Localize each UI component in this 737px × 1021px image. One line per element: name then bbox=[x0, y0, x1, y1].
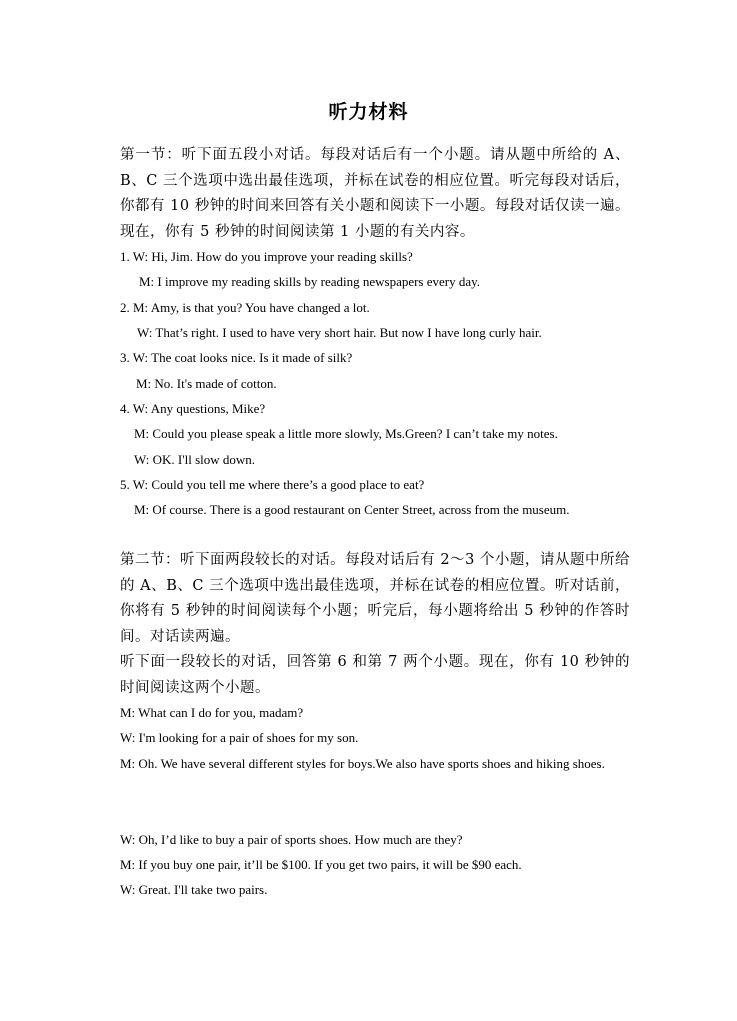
section1-intro: 第一节：听下面五段小对话。每段对话后有一个小题。请从题中所给的 A、B、C 三个选项中选出最佳选项，并标在试卷的相应位置。听完每段对话后，你都有 10 秒钟的时间来回答有关小题和阅读下一小题。每段对话仅读一遍。现在，你有 5 秒钟的时间阅读第 1 小题的有关内容。 bbox=[120, 147, 630, 240]
section2-instruction: 听下面一段较长的对话，回答第 6 和第 7 两个小题。现在，你有 10 秒钟的时间阅读这两个小题。 bbox=[120, 654, 630, 696]
dialogue-line: W: Great. I'll take two pairs. bbox=[120, 882, 268, 897]
dialogue-line: M: Oh. We have several different styles for boys.We also have sports shoes and hiking shoes. bbox=[120, 756, 605, 771]
dialogue-line: 5. W: Could you tell me where there’s a good place to eat? bbox=[120, 477, 425, 492]
dialogue-line: W: That’s right. I used to have very short hair. But now I have long curly hair. bbox=[137, 325, 542, 340]
dialogue-line: W: I'm looking for a pair of shoes for my son. bbox=[120, 730, 359, 745]
page-title: 听力材料 bbox=[328, 101, 409, 123]
dialogue-line: 2. M: Amy, is that you? You have changed a lot. bbox=[120, 300, 370, 315]
dialogue-line: M: If you buy one pair, it’ll be $100. If you get two pairs, it will be $90 each. bbox=[120, 857, 522, 872]
dialogue-line: M: Of course. There is a good restaurant on Center Street, across from the museum. bbox=[134, 502, 570, 517]
section2-intro: 第二节：听下面两段较长的对话。每段对话后有 2～3 个小题，请从题中所给的 A、B、C 三个选项中选出最佳选项，并标在试卷的相应位置。听对话前，你将有 5 秒钟的时间阅读每个小题；听完后，每小题将给出 5 秒钟的作答时间。对话读两遍。 bbox=[120, 552, 630, 645]
dialogue-line: M: I improve my reading skills by reading newspapers every day. bbox=[139, 274, 481, 289]
dialogue-line: 1. W: Hi, Jim. How do you improve your reading skills? bbox=[120, 249, 413, 264]
dialogue-line: M: What can I do for you, madam? bbox=[120, 705, 304, 720]
dialogue-line: M: Could you please speak a little more slowly, Ms.Green? I can’t take my notes. bbox=[134, 426, 558, 441]
dialogue-line: 3. W: The coat looks nice. Is it made of silk? bbox=[120, 350, 353, 365]
dialogue-line: 4. W: Any questions, Mike? bbox=[120, 401, 266, 416]
dialogue-line: W: Oh, I’d like to buy a pair of sports shoes. How much are they? bbox=[120, 832, 463, 847]
dialogue-line: W: OK. I'll slow down. bbox=[134, 452, 256, 467]
dialogue-line: M: No. It's made of cotton. bbox=[136, 376, 277, 391]
